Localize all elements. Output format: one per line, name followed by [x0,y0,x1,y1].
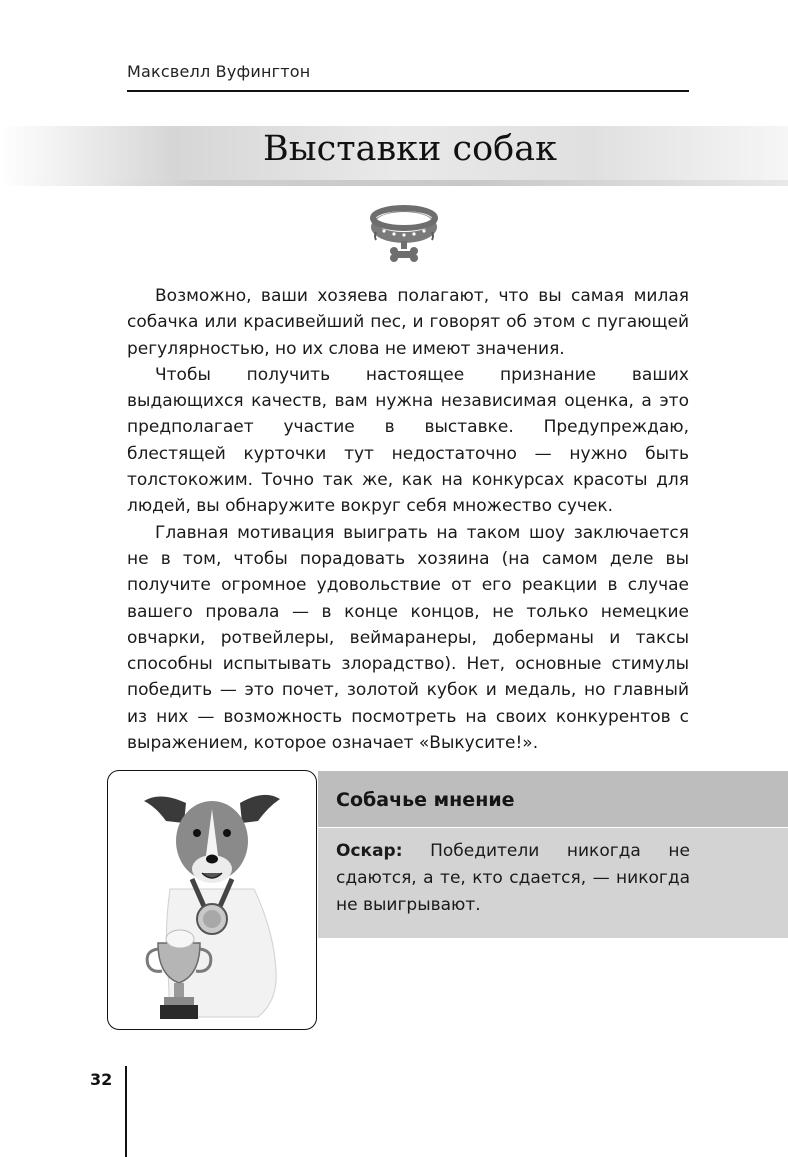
running-head: Максвелл Вуфингтон [127,62,311,81]
sidebar-quote-box [318,828,788,938]
page-number: 32 [90,1070,113,1089]
paragraph: Главная мотивация выиграть на таком шоу заключается не в том, чтобы порадовать хозяина (на самом деле вы получите огромное удовольствие от его реакции в случае вашего провала — в конце концов, не только немецкие овчарки, ротвейлеры, веймаранеры, доберманы и таксы способны испытывать злорадство). Нет, основные стимулы победить — это почет, золотой кубок и медаль, но главный из них — возможность посмотреть на своих конкурентов с выражением, которое означает «Выкусите!». [127,522,689,754]
body-text [127,283,689,756]
footer-rule [125,1066,127,1157]
title-band-shadow [0,180,788,186]
header-rule [127,90,689,92]
sidebar-heading: Собачье мнение [336,789,515,811]
quote-text: Победители никогда не сдаются, а те, кто сдается, — никогда не выигрывают. [336,841,690,915]
dog-with-medal-and-trophy-photo [108,771,316,1029]
chapter-title: Выставки собак [263,129,557,169]
dog-collar-with-bone-icon [364,204,444,268]
quote-speaker: Оскар: [336,841,403,861]
paragraph: Чтобы получить настоящее признание ваших выдающихся качеств, вам нужна независимая оценка, а это предполагает участие в выставке. Предупреждаю, блестящей курточки тут недостаточно — нужно быть толстокожим. Точно так же, как на конкурсах красоты для людей, вы обнаружите вокруг себя множество сучек. [127,364,689,517]
paragraph: Возможно, ваши хозяева полагают, что вы самая милая собачка или красивейший пес, и говорят об этом с пугающей регулярностью, но их слова не имеют значения. [127,286,689,359]
dog-photo-frame [107,770,317,1030]
sidebar-heading-box [318,771,788,827]
sidebar-quote [336,838,690,919]
